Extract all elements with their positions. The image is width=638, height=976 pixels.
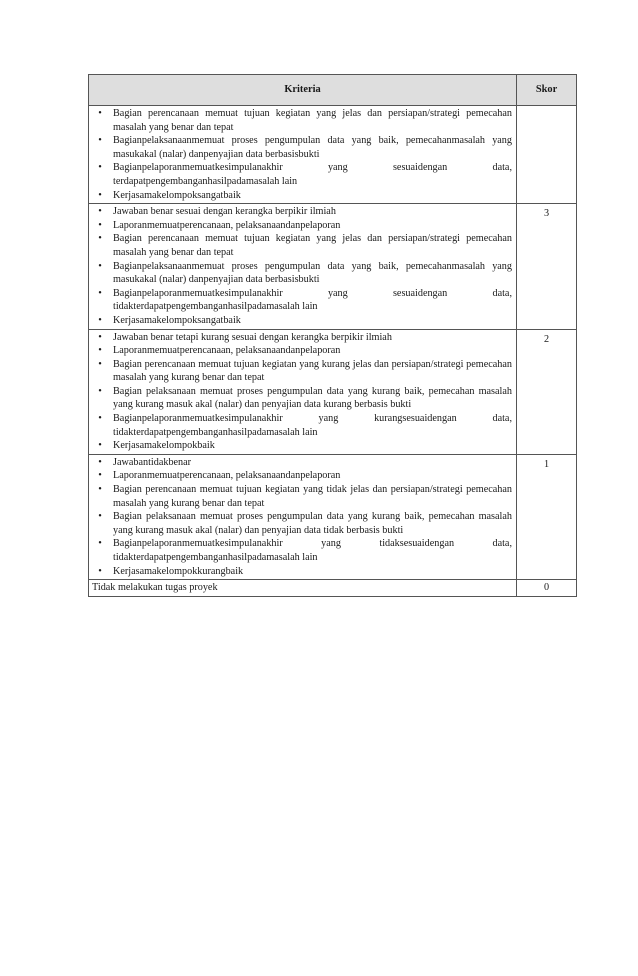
- bullet-icon: •: [98, 565, 102, 577]
- list-item: [91, 510, 512, 537]
- score-cell: 2: [517, 329, 577, 454]
- table-row: [89, 204, 577, 329]
- list-item: [91, 537, 512, 564]
- list-item-text: Bagian perencanaan memuat tujuan kegiatan yang jelas dan persiapan/strategi pemecahan masalah yang benar dan tepat: [113, 233, 512, 258]
- criteria-cell: [89, 329, 517, 454]
- list-item: [91, 232, 512, 259]
- list-item-text: Kerjasamakelompokbaik: [113, 440, 215, 452]
- bullet-icon: •: [98, 206, 102, 218]
- list-item: [91, 469, 512, 483]
- bullet-icon: •: [98, 470, 102, 482]
- bullet-icon: •: [98, 233, 102, 245]
- list-item: [91, 161, 512, 188]
- score-cell: 0: [517, 580, 577, 597]
- list-item-text: Bagian perencanaan memuat tujuan kegiatan yang tidak jelas dan persiapan/strategi pemecahan masalah yang kurang benar dan tepat: [113, 484, 512, 509]
- bullet-icon: •: [98, 287, 102, 299]
- criteria-cell: Tidak melakukan tugas proyek: [89, 580, 517, 597]
- header-criteria: Kriteria: [89, 75, 517, 106]
- bullet-icon: •: [98, 162, 102, 174]
- list-item: [91, 456, 512, 470]
- list-item: [91, 205, 512, 219]
- bullet-icon: •: [98, 345, 102, 357]
- list-item-text: Bagianpelaporanmemuatkesimpulanakhir yang tidaksesuaidengan data, tidakterdapatpengembanganhasilpadamasalah lain: [113, 538, 512, 563]
- bullet-icon: •: [98, 413, 102, 425]
- list-item-text: Bagianpelaporanmemuatkesimpulanakhir yang sesuaidengan data, terdapatpengembanganhasilpadamasalah lain: [113, 162, 512, 187]
- list-item-text: Laporanmemuatperencanaan, pelaksanaandanpelaporan: [113, 470, 341, 482]
- bullet-icon: •: [98, 135, 102, 147]
- list-item-text: Bagian pelaksanaan memuat proses pengumpulan data yang kurang baik, pemecahan masalah yang kurang masuk akal (nalar) dan penyajian data kurang berbasis bukti: [113, 385, 512, 411]
- bullet-icon: •: [98, 189, 102, 201]
- list-item: [91, 314, 512, 328]
- bullet-icon: •: [98, 456, 102, 468]
- criteria-list: [91, 107, 512, 202]
- list-item-text: Kerjasamakelompoksangatbaik: [113, 314, 241, 326]
- table-row-no-project: [89, 580, 577, 597]
- list-item: [91, 219, 512, 233]
- list-item: [91, 134, 512, 161]
- bullet-icon: •: [98, 314, 102, 326]
- table-row: [89, 329, 577, 454]
- list-item: [91, 439, 512, 453]
- list-item-text: Bagianpelaksanaanmemuat proses pengumpulan data yang baik, pemecahanmasalah yang masukakal (nalar) danpenyajian data berbasisbukti: [113, 135, 512, 160]
- list-item-text: Bagian perencanaan memuat tujuan kegiatan yang jelas dan persiapan/strategi pemecahan masalah yang benar dan tepat: [113, 108, 512, 133]
- list-item: [91, 107, 512, 134]
- list-item: [91, 565, 512, 579]
- header-score: Skor: [517, 75, 577, 106]
- bullet-icon: •: [98, 260, 102, 272]
- criteria-list: [91, 331, 512, 453]
- list-item: [91, 344, 512, 358]
- bullet-icon: •: [98, 108, 102, 119]
- bullet-icon: •: [98, 358, 102, 370]
- list-item-text: Jawaban benar sesuai dengan kerangka berpikir ilmiah: [113, 206, 336, 218]
- bullet-icon: •: [98, 219, 102, 231]
- list-item-text: Jawaban benar tetapi kurang sesuai dengan kerangka berpikir ilmiah: [113, 331, 392, 343]
- bullet-icon: •: [98, 331, 102, 343]
- list-item-text: Kerjasamakelompoksangatbaik: [113, 189, 241, 201]
- criteria-list: [91, 205, 512, 327]
- list-item-text: Bagianpelaporanmemuatkesimpulanakhir yang kurangsesuaidengan data, tidakterdapatpengembanganhasilpadamasalah lain: [113, 413, 512, 438]
- table-body: [89, 106, 577, 597]
- criteria-cell: [89, 106, 517, 204]
- table-header-row: [89, 75, 577, 106]
- table-row: [89, 454, 577, 579]
- list-item-text: Bagian perencanaan memuat tujuan kegiatan yang kurang jelas dan persiapan/strategi pemecahan masalah yang kurang benar dan tepat: [113, 358, 512, 384]
- list-item: [91, 189, 512, 203]
- list-item-text: Jawabantidakbenar: [113, 456, 192, 468]
- bullet-icon: •: [98, 385, 102, 397]
- list-item-text: Bagianpelaksanaanmemuat proses pengumpulan data yang baik, pemecahanmasalah yang masukakal (nalar) danpenyajian data berbasisbukti: [113, 260, 512, 286]
- bullet-icon: •: [98, 440, 102, 452]
- list-item: [91, 412, 512, 439]
- list-item: [91, 358, 512, 385]
- list-item-text: Laporanmemuatperencanaan, pelaksanaandanpelaporan: [113, 345, 341, 357]
- list-item-text: Bagian pelaksanaan memuat proses pengumpulan data yang kurang baik, pemecahan masalah yang kurang masuk akal (nalar) dan penyajian data tidak berbasis bukti: [113, 511, 512, 536]
- list-item: [91, 385, 512, 412]
- scoring-rubric-table: [88, 74, 577, 597]
- bullet-icon: •: [98, 484, 102, 496]
- criteria-cell: [89, 204, 517, 329]
- score-cell: [517, 106, 577, 204]
- criteria-cell: [89, 454, 517, 579]
- score-cell: 3: [517, 204, 577, 329]
- bullet-icon: •: [98, 538, 102, 550]
- list-item-text: Bagianpelaporanmemuatkesimpulanakhir yang sesuaidengan data, tidakterdapatpengembanganhasilpadamasalah lain: [113, 287, 512, 313]
- criteria-list: [91, 456, 512, 578]
- score-cell: 1: [517, 454, 577, 579]
- list-item: [91, 331, 512, 345]
- table-row: [89, 106, 577, 204]
- list-item: [91, 260, 512, 287]
- bullet-icon: •: [98, 511, 102, 523]
- list-item: [91, 483, 512, 510]
- list-item: [91, 287, 512, 314]
- list-item-text: Laporanmemuatperencanaan, pelaksanaandanpelaporan: [113, 219, 341, 231]
- list-item-text: Kerjasamakelompokkurangbaik: [113, 565, 244, 577]
